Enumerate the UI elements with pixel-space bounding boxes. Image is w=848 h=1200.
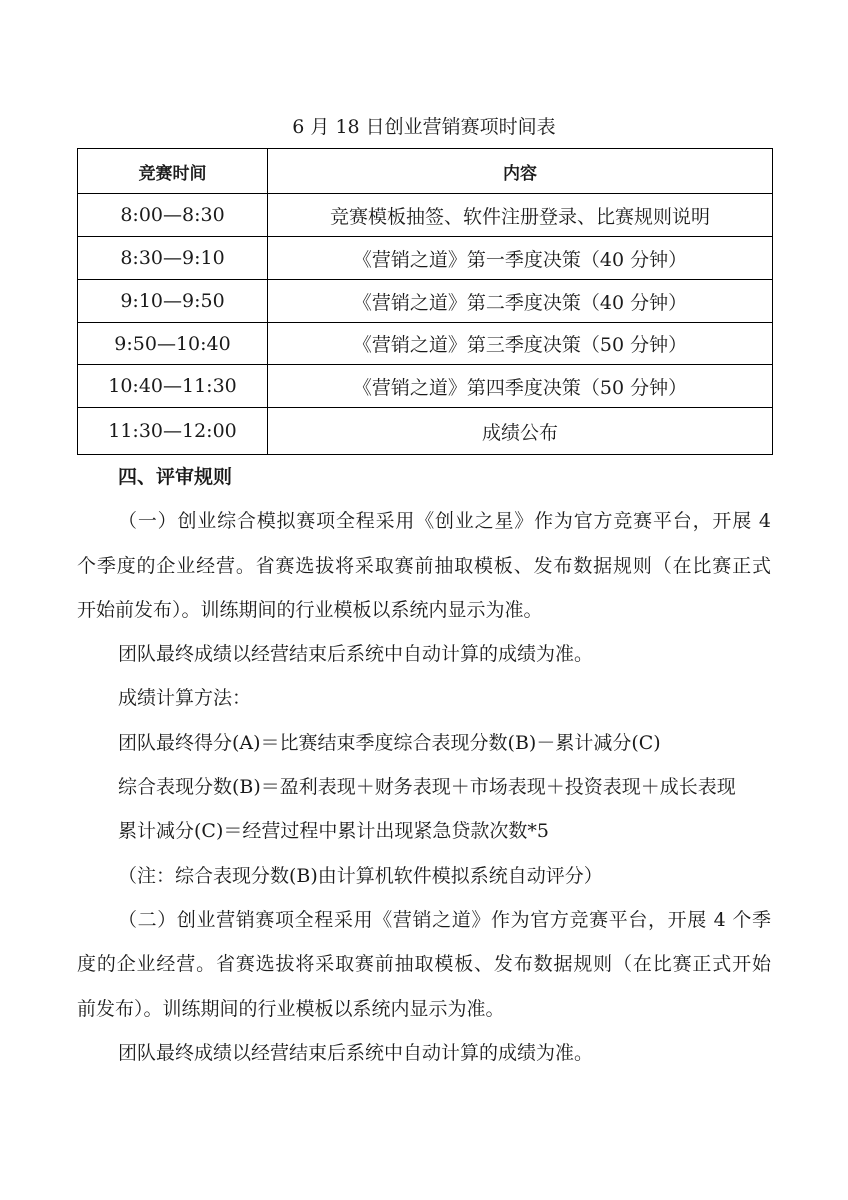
part1-result: 团队最终成绩以经营结束后系统中自动计算的成绩为准。	[118, 643, 594, 666]
table-row	[78, 237, 773, 280]
paragraph-line: 前发布）。训练期间的行业模板以系统内显示为准。	[77, 997, 505, 1020]
formula-b: 综合表现分数(B)＝盈利表现＋财务表现＋市场表现＋投资表现＋成长表现	[118, 776, 736, 799]
paragraph-line: 个季度的企业经营。省赛选拔将采取赛前抽取模板、发布数据规则（在比赛正式	[77, 554, 771, 577]
cell-content: 《营销之道》第二季度决策（40 分钟）	[268, 280, 773, 323]
calc-label: 成绩计算方法：	[118, 687, 252, 710]
paragraph-part2	[77, 898, 771, 1031]
table-header-row	[78, 149, 773, 194]
paragraph-line: 开始前发布）。训练期间的行业模板以系统内显示为准。	[77, 598, 543, 621]
cell-time: 8:00—8:30	[78, 194, 268, 237]
paragraph-line: 度的企业经营。省赛选拔将采取赛前抽取模板、发布数据规则（在比赛正式开始	[77, 953, 771, 976]
cell-time: 8:30—9:10	[78, 237, 268, 280]
cell-time: 9:50—10:40	[78, 323, 268, 365]
cell-content: 《营销之道》第一季度决策（40 分钟）	[268, 237, 773, 280]
formula-a: 团队最终得分(A)＝比赛结束季度综合表现分数(B)－累计减分(C)	[118, 731, 661, 754]
paragraph-part1	[77, 499, 771, 632]
cell-time: 10:40—11:30	[78, 365, 268, 408]
table-row	[78, 323, 773, 365]
table-row	[78, 365, 773, 408]
cell-content: 成绩公布	[268, 408, 773, 455]
header-time: 竞赛时间	[78, 149, 268, 194]
table-row	[78, 408, 773, 455]
formula-c: 累计减分(C)＝经营过程中累计出现紧急贷款次数*5	[118, 820, 549, 843]
schedule-table	[77, 148, 773, 455]
cell-time: 11:30—12:00	[78, 408, 268, 455]
part2-result: 团队最终成绩以经营结束后系统中自动计算的成绩为准。	[118, 1041, 594, 1064]
cell-content: 竞赛模板抽签、软件注册登录、比赛规则说明	[268, 194, 773, 237]
cell-content: 《营销之道》第三季度决策（50 分钟）	[268, 323, 773, 365]
header-content: 内容	[268, 149, 773, 194]
table-row	[78, 280, 773, 323]
paragraph-line: （二）创业营销赛项全程采用《营销之道》作为官方竞赛平台，开展 4 个季	[118, 908, 771, 931]
formula-note: （注：综合表现分数(B)由计算机软件模拟系统自动评分）	[118, 864, 603, 887]
table-row	[78, 194, 773, 237]
section-heading: 四、评审规则	[118, 466, 233, 488]
cell-content: 《营销之道》第四季度决策（50 分钟）	[268, 365, 773, 408]
schedule-title: 6 月 18 日创业营销赛项时间表	[292, 116, 556, 138]
paragraph-line: （一）创业综合模拟赛项全程采用《创业之星》作为官方竞赛平台，开展 4	[118, 510, 771, 533]
rules-section	[77, 455, 771, 1075]
cell-time: 9:10—9:50	[78, 280, 268, 323]
